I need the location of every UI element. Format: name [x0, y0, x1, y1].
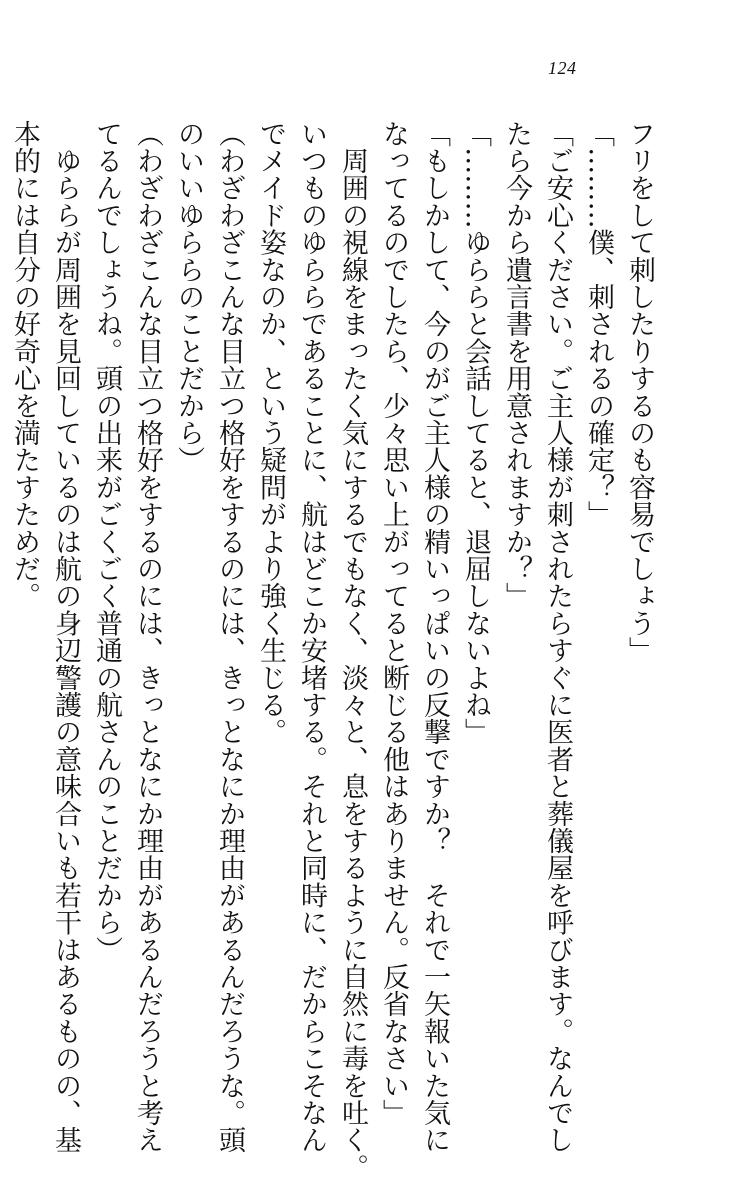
text-line: たら今から遺言書を用意されますか？」: [501, 120, 532, 610]
text-line: てるんでしょうね。頭の出来がごくごく普通の航さんのことだから）: [91, 120, 122, 964]
text-line: のいいゆららのことだから）: [173, 120, 204, 474]
text-line: （わざわざこんな目立つ格好をするのには、きっとなにか理由があるんだろうな。頭: [214, 120, 245, 1154]
text-line: フリをして刺したりするのも容易でしょう」: [624, 120, 655, 664]
text-line: でメイド姿なのか、という疑問がより強く生じる。: [255, 120, 286, 746]
vertical-text-block: [9, 120, 660, 1181]
text-line: 「………僕、刺されるの確定？」: [583, 120, 614, 528]
text-line: ゆららが周囲を見回しているのは航の身辺警護の意味合いも若干はあるものの、基: [50, 120, 81, 1154]
text-line: 周囲の視線をまったく気にするでもなく、淡々と、息をするように自然に毒を吐く。: [337, 120, 368, 1181]
text-line: 「ご安心ください。ご主人様が刺されたらすぐに医者と葬儀屋を呼びます。なんでし: [542, 120, 573, 1154]
text-line: いつものゆららであることに、航はどこか安堵する。それと同時に、だからこそなん: [296, 120, 327, 1154]
text-line: 本的には自分の好奇心を満たすためだ。: [9, 120, 40, 610]
text-line: 「もしかして、今のがご主人様の精いっぱいの反撃ですか？ それで一矢報いた気に: [419, 120, 450, 1154]
page-number: 124: [548, 58, 577, 78]
text-line: （わざわざこんな目立つ格好をするのには、きっとなにか理由があるんだろうと考え: [132, 120, 163, 1154]
text-line: 「………ゆららと会話してると、退屈しないよね」: [460, 120, 491, 746]
text-line: なってるのでしたら、少々思い上がってると断じる他はありません。反省なさい」: [378, 120, 409, 1127]
